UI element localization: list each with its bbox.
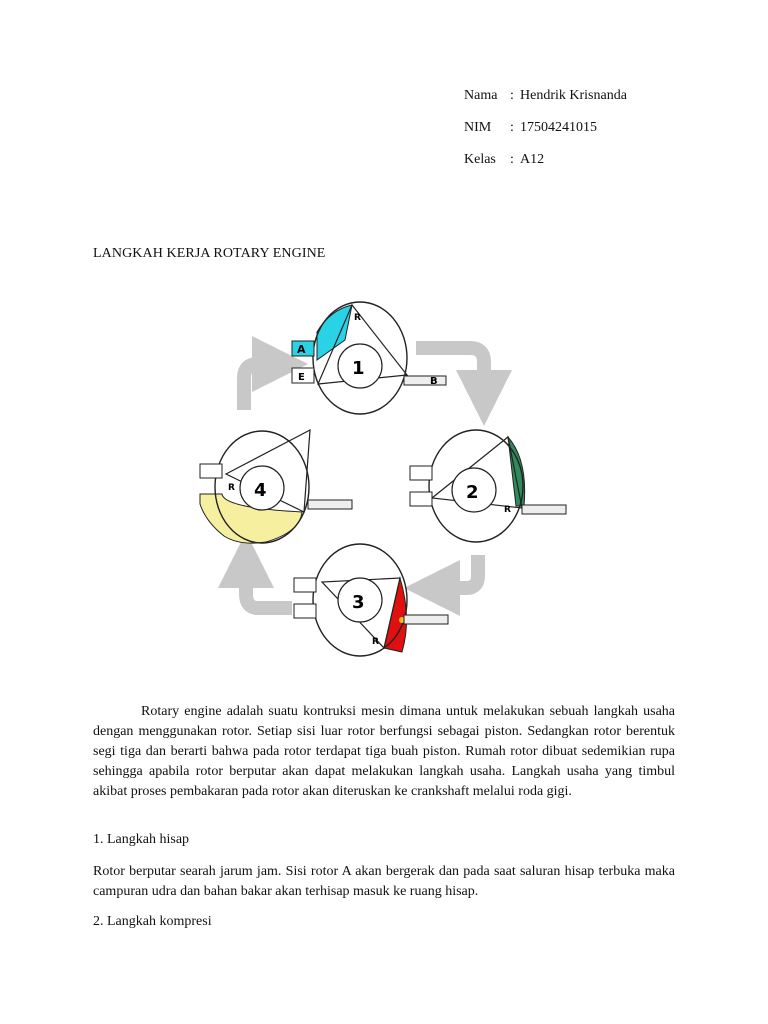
arrow-3-to-4 bbox=[246, 560, 292, 608]
info-kelas-label: Kelas bbox=[464, 152, 496, 167]
rotary-engine-diagram bbox=[185, 295, 585, 665]
info-kelas-value: A12 bbox=[520, 152, 545, 167]
stage-1-rotor-label: R bbox=[354, 313, 361, 323]
stage-3-spark-plug bbox=[404, 615, 448, 624]
stage-3-rotor-label: R bbox=[372, 637, 379, 647]
info-nim-row bbox=[464, 120, 597, 136]
stage-1-exhaust-label: E bbox=[298, 372, 305, 383]
info-nama-value: Hendrik Krisnanda bbox=[520, 88, 627, 103]
intro-paragraph: Rotary engine adalah suatu kontruksi mesin dimana untuk melakukan sebuah langkah usaha dengan menggunakan rotor. Setiap sisi luar rotor berfungsi sebagai piston. Sedangkan rotor berentuk segi tiga dan berarti bahwa pada rotor terdapat tiga buah piston. Rumah rotor dibuat sedemikian rupa sehingga apabila rotor berputar akan dapat melakukan langkah usaha. Langkah usaha yang timbul akibat proses pembakaran pada rotor akan diteruskan ke crankshaft melalui roda gigi. bbox=[93, 704, 675, 799]
stage-1-intake bbox=[292, 302, 446, 414]
stage-4-exhaust bbox=[200, 430, 352, 543]
info-nama-row bbox=[464, 88, 627, 104]
arrow-2-to-3 bbox=[432, 555, 478, 588]
stage-3-intake-port bbox=[294, 578, 316, 592]
stage-4-rotor-label: R bbox=[228, 483, 235, 493]
arrow-1-to-2 bbox=[416, 348, 484, 398]
info-nama-label: Nama bbox=[464, 88, 498, 103]
stage-3-combustion-chamber bbox=[384, 578, 407, 652]
stage-2-exhaust-port bbox=[410, 492, 432, 506]
stage-1-spark-label: B bbox=[430, 376, 438, 387]
stage-3-number: 3 bbox=[352, 592, 365, 613]
stage-4-intake-port bbox=[200, 464, 222, 478]
info-kelas-row bbox=[464, 152, 544, 168]
stage-1-number: 1 bbox=[352, 358, 365, 379]
stage-2-rotor-label: R bbox=[504, 505, 511, 515]
step-1-paragraph: Rotor berputar searah jarum jam. Sisi rotor A akan bergerak dan pada saat saluran hisap terbuka maka campuran udra dan bahan bakar akan terhisap masuk ke ruang hisap. bbox=[93, 864, 675, 899]
stage-2-intake-port bbox=[410, 466, 432, 480]
stage-4-spark-plug bbox=[308, 500, 352, 509]
stage-1-intake-label: A bbox=[297, 343, 306, 356]
info-nama-separator: : bbox=[510, 88, 514, 103]
info-nim-separator: : bbox=[510, 120, 514, 135]
arrow-4-to-1 bbox=[244, 364, 280, 410]
info-kelas-separator: : bbox=[510, 152, 514, 167]
document-title: LANGKAH KERJA ROTARY ENGINE bbox=[93, 246, 326, 261]
stage-3-exhaust-port bbox=[294, 604, 316, 618]
stage-4-number: 4 bbox=[254, 480, 267, 501]
info-nim-value: 17504241015 bbox=[520, 120, 597, 135]
stage-3-combustion bbox=[294, 544, 448, 656]
stage-2-compression bbox=[410, 430, 566, 542]
stage-1-spark-plug bbox=[404, 376, 446, 385]
stage-2-spark-plug bbox=[522, 505, 566, 514]
step-2-heading: 2. Langkah kompresi bbox=[93, 914, 212, 929]
step-1-heading: 1. Langkah hisap bbox=[93, 832, 190, 847]
stage-2-number: 2 bbox=[466, 482, 479, 503]
info-nim-label: NIM bbox=[464, 120, 492, 135]
